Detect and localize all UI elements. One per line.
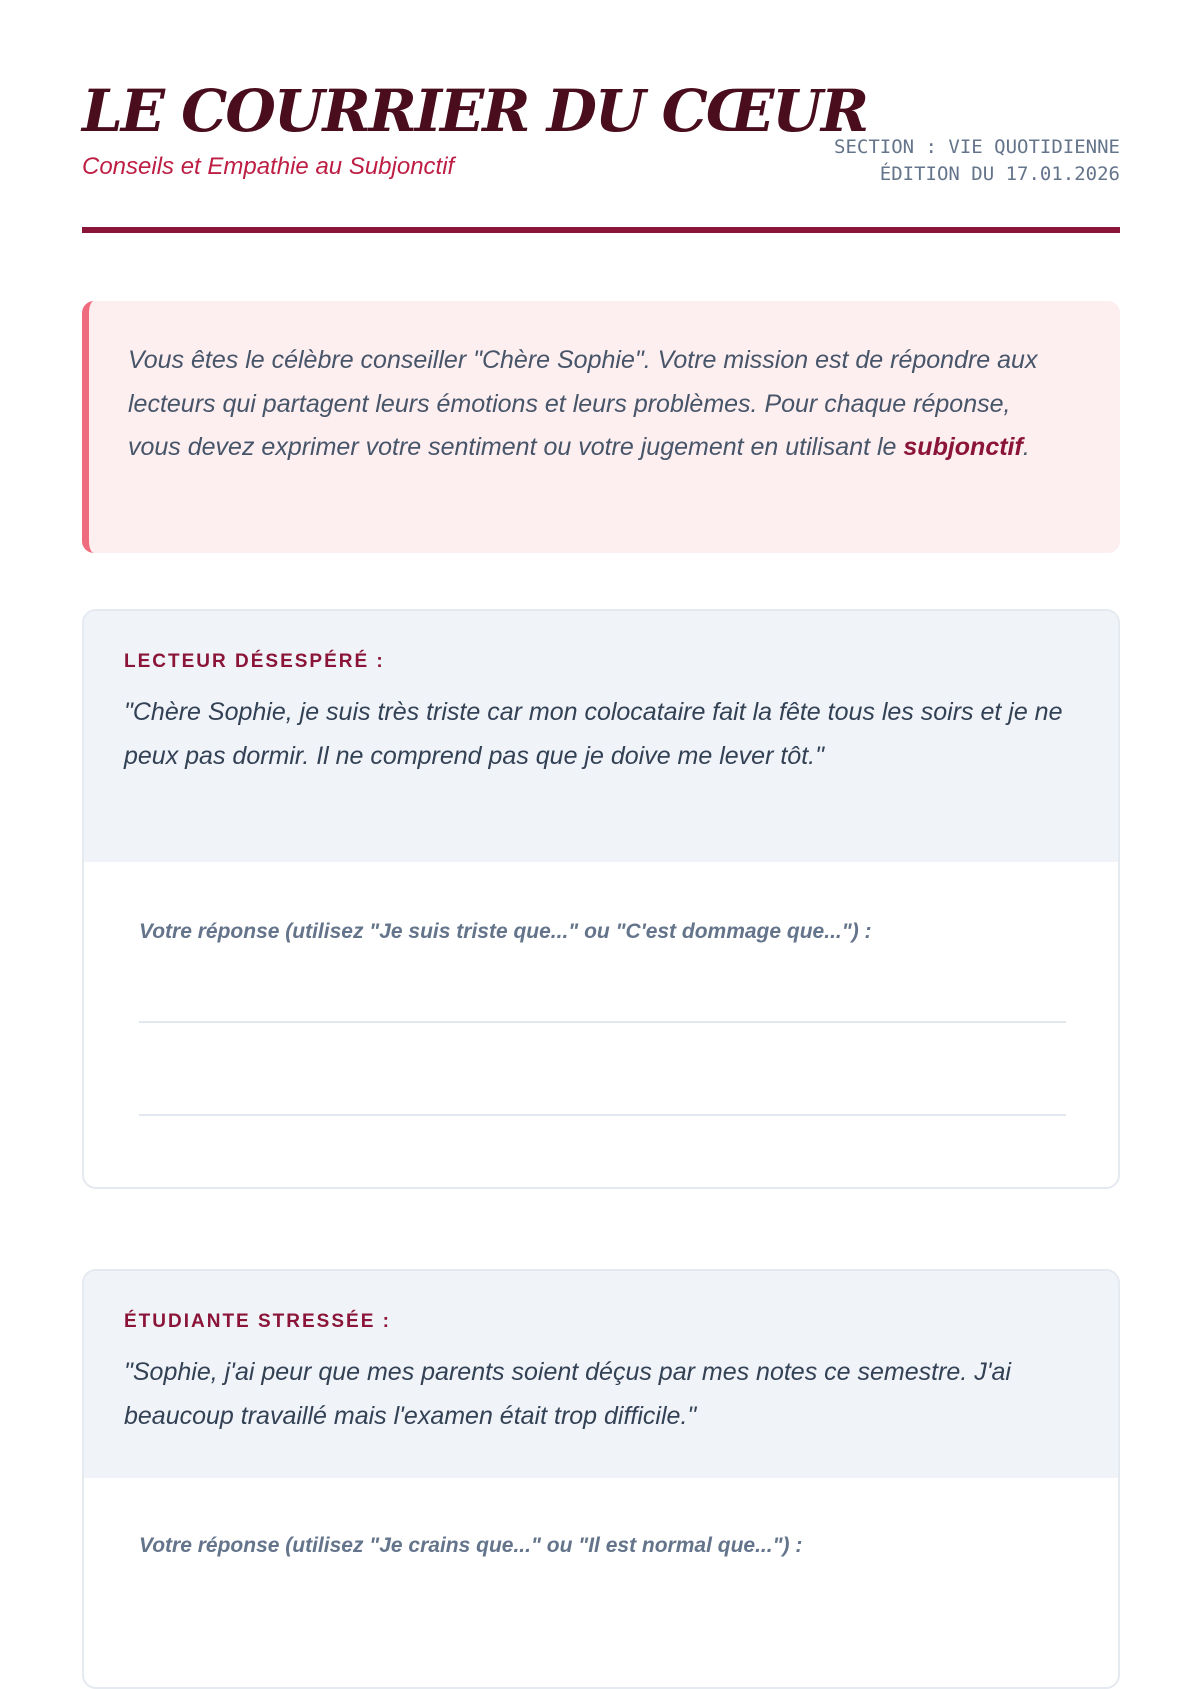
answer-prompt: Votre réponse (utilisez "Je crains que..." ou "Il est normal que...") : — [139, 1534, 803, 1557]
answer-area[interactable] — [84, 1534, 1118, 1558]
masthead — [82, 0, 1120, 232]
reader-letter: "Sophie, j'ai peur que mes parents soient déçus par mes notes ce semestre. J'ai beaucoup travaillé mais l'examen était trop difficile." — [124, 1358, 1011, 1430]
page-title: LE COURRIER DU CŒUR — [82, 77, 868, 145]
instructions-body: Vous êtes le célèbre conseiller "Chère Sophie". Votre mission est de répondre aux lecteurs qui partagent leurs émotions et leurs problèmes. Pour chaque réponse, vous devez exprimer votre sentiment ou votre jugement en utilisant le — [128, 346, 1038, 461]
instructions-emphasis: subjonctif — [903, 433, 1023, 461]
letter-card — [82, 609, 1120, 1189]
page-subtitle: Conseils et Empathie au Subjonctif — [82, 153, 455, 180]
reader-label: ÉTUDIANTE STRESSÉE : — [124, 1311, 391, 1332]
instructions-text — [128, 339, 1060, 470]
answer-area[interactable] — [84, 920, 1118, 1116]
page — [82, 0, 1120, 1557]
instructions-end: . — [1022, 433, 1030, 461]
letter-header — [84, 611, 1118, 862]
letter-header — [84, 1271, 1118, 1478]
answer-line[interactable] — [139, 1021, 1066, 1023]
answer-prompt: Votre réponse (utilisez "Je suis triste que..." ou "C'est dommage que...") : — [139, 920, 872, 943]
instructions-box — [82, 301, 1120, 553]
reader-label: LECTEUR DÉSESPÉRÉ : — [124, 651, 385, 672]
answer-line[interactable] — [139, 1114, 1066, 1116]
header-divider — [82, 227, 1120, 233]
section-label: SECTION : VIE QUOTIDIENNE — [834, 136, 1120, 158]
edition-date: ÉDITION DU 17.01.2026 — [879, 163, 1120, 185]
edition-meta — [834, 134, 1120, 188]
letter-card — [82, 1269, 1120, 1689]
reader-letter: "Chère Sophie, je suis très triste car mon colocataire fait la fête tous les soirs et je ne peux pas dormir. Il ne comprend pas que je doive me lever tôt." — [124, 698, 1063, 770]
